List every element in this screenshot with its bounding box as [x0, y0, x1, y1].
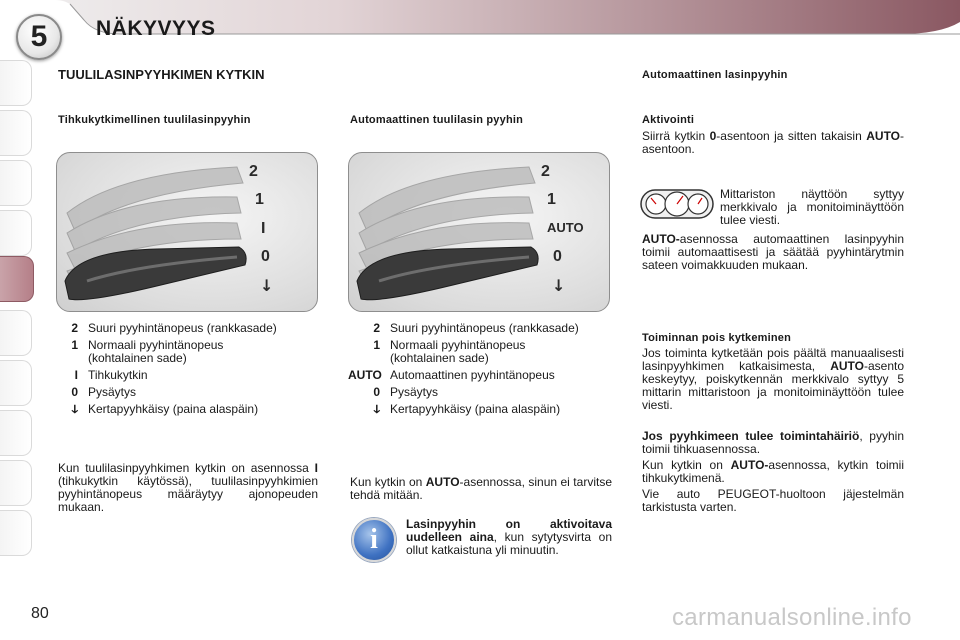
legend-row [348, 339, 593, 365]
subtitle-intermittent: Tihkukytkimellinen tuulilasinpyyhin [58, 114, 251, 126]
text: asennossa, kytkin toimii tihkukytkimenä. [642, 458, 904, 485]
text: Kun tuulilasinpyyhkimen kytkin on asennossa [58, 461, 315, 475]
chapter-tab [0, 160, 32, 206]
text-bold: AUTO- [730, 458, 769, 472]
legend-row [348, 322, 593, 335]
text-bold: 0 [709, 129, 717, 143]
legend-key: 0 [71, 385, 78, 399]
chapter-title: NÄKYVYYS [96, 17, 216, 40]
legend-text: Pysäytys [390, 385, 439, 399]
chapter-tab-active [0, 256, 34, 302]
stalk-label-0: 0 [261, 248, 270, 265]
legend-key: 1 [71, 338, 78, 352]
text: -asennossa, sinun ei tarvitse tehdä mitään. [350, 475, 612, 502]
subtitle-automatic: Automaattinen tuulilasin pyyhin [350, 114, 524, 126]
legend-text: Suuri pyyhintänopeus (rankkasade) [88, 321, 277, 335]
wiper-stalk-drawing [57, 153, 318, 312]
stalk-label-1: 1 [255, 191, 264, 208]
legend-row [348, 386, 593, 399]
legend-row [60, 369, 285, 382]
watermark: carmanualsonline.info [672, 604, 912, 631]
activation-title: Aktivointi [642, 114, 695, 126]
text-bold: Lasinpyyhin on aktivoitava uudelleen aina [406, 517, 612, 544]
legend-text: Normaali pyyhintänopeus (kohtalainen sade) [88, 338, 224, 365]
legend-row [60, 339, 285, 365]
chapter-number: 5 [30, 20, 48, 53]
paragraph-auto [350, 476, 612, 502]
deactivation-title: Toiminnan pois kytkeminen [642, 332, 792, 344]
fault-intermittent-paragraph [642, 459, 904, 485]
stalk-label-intermittent: I [261, 220, 266, 237]
legend-row [348, 369, 593, 382]
text: Jos toiminta kytketään pois päältä manuaalisesti lasinpyyhkimen katkaisimesta, [642, 346, 904, 373]
dashboard-warning-note: Mittariston näyttöön syttyy merkkivalo ja monitoiminäyttöön tulee viesti. [720, 187, 904, 227]
legend-key-down-arrow: ↆ [71, 402, 78, 416]
chapter-tab [0, 510, 32, 556]
legend-text: Pysäytys [88, 385, 137, 399]
legend-key: AUTO [348, 368, 382, 382]
text-bold: AUTO [866, 129, 901, 143]
chapter-tab [0, 60, 32, 106]
stalk-label-2: 2 [249, 163, 258, 180]
legend-row [60, 386, 285, 399]
legend-text: Tihkukytkin [88, 368, 148, 382]
section-title-automatic: Automaattinen lasinpyyhin [642, 69, 788, 81]
wiper-stalk-illustration-intermittent [56, 152, 318, 312]
text-bold: AUTO- [642, 232, 680, 246]
chapter-tab [0, 310, 32, 356]
wiper-stalk-illustration-auto [348, 152, 610, 312]
text: Kun kytkin on [642, 458, 731, 472]
paragraph-intermittent [58, 462, 318, 514]
legend-key: 2 [373, 321, 380, 335]
activation-paragraph [642, 130, 904, 156]
legend-text: Kertapyyhkäisy (paina alaspäin) [390, 402, 561, 416]
text: , kun sytytysvirta on ollut katkaistuna yli minuutin. [406, 530, 612, 557]
text: -asentoon. [642, 129, 905, 156]
stalk-label-0: 0 [553, 248, 562, 265]
page-number: 80 [31, 605, 49, 622]
text: -asentoon ja sitten takaisin [716, 129, 867, 143]
legend-automatic [348, 322, 593, 420]
text: (tihkukytkin käytössä), tuulilasinpyyhkimien pyyhintänopeus määräytyy ajonopeuden mukaan. [58, 474, 318, 514]
legend-key: 1 [373, 338, 380, 352]
stalk-label-auto: AUTO [547, 220, 584, 235]
chapter-tabs [0, 60, 34, 575]
text-bold: AUTO [425, 475, 460, 489]
text: , pyyhin toimii tihkuasennossa. [642, 429, 904, 456]
auto-position-paragraph [642, 233, 904, 272]
text: -asento keskeytyy, poiskytkennän merkkivalo syttyy 5 mittarin mittaristoon ja monitoiminäyttöön tulee viesti. [642, 359, 904, 412]
note-reactivate [406, 518, 612, 557]
wiper-stalk-drawing [349, 153, 610, 312]
chapter-tab [0, 110, 32, 156]
legend-text: Suuri pyyhintänopeus (rankkasade) [390, 321, 579, 335]
chapter-tab [0, 410, 32, 456]
legend-key-down-arrow: ↆ [373, 402, 380, 416]
legend-row [348, 403, 593, 416]
fault-paragraph [642, 430, 904, 456]
stalk-label-1: 1 [547, 191, 556, 208]
instrument-panel-icon [640, 186, 714, 222]
legend-text: Automaattinen pyyhintänopeus [390, 368, 555, 382]
legend-row [60, 322, 285, 335]
deactivation-paragraph [642, 347, 904, 412]
legend-row [60, 403, 285, 416]
text-bold: I [314, 461, 318, 475]
text: asennossa automaattinen lasinpyyhin toimii automaattisesti ja säätää pyyhintärytmin sateen voimakkuuden mukaan. [642, 232, 904, 272]
legend-key: I [74, 368, 78, 382]
legend-intermittent [60, 322, 285, 420]
stalk-label-down-arrow: ↓ [552, 276, 566, 295]
section-title: TUULILASINPYYHKIMEN KYTKIN [58, 67, 265, 82]
legend-text: Normaali pyyhintänopeus (kohtalainen sade) [390, 338, 526, 365]
info-icon: i [352, 518, 396, 562]
text-bold: AUTO [830, 359, 864, 373]
chapter-tab [0, 360, 32, 406]
text: Kun kytkin on [350, 475, 426, 489]
legend-key: 2 [71, 321, 78, 335]
chapter-badge [16, 14, 62, 60]
legend-key: 0 [373, 385, 380, 399]
text-bold: Jos pyyhkimeen tulee toimintahäiriö [642, 429, 860, 443]
header-band [0, 0, 960, 53]
chapter-tab [0, 210, 32, 256]
text: Siirrä kytkin [642, 129, 710, 143]
service-paragraph: Vie auto PEUGEOT-huoltoon jäjestelmän tarkistusta varten. [642, 487, 904, 514]
stalk-label-2: 2 [541, 163, 550, 180]
stalk-label-down-arrow: ↓ [260, 276, 274, 295]
legend-text: Kertapyyhkäisy (paina alaspäin) [88, 402, 259, 416]
chapter-tab [0, 460, 32, 506]
